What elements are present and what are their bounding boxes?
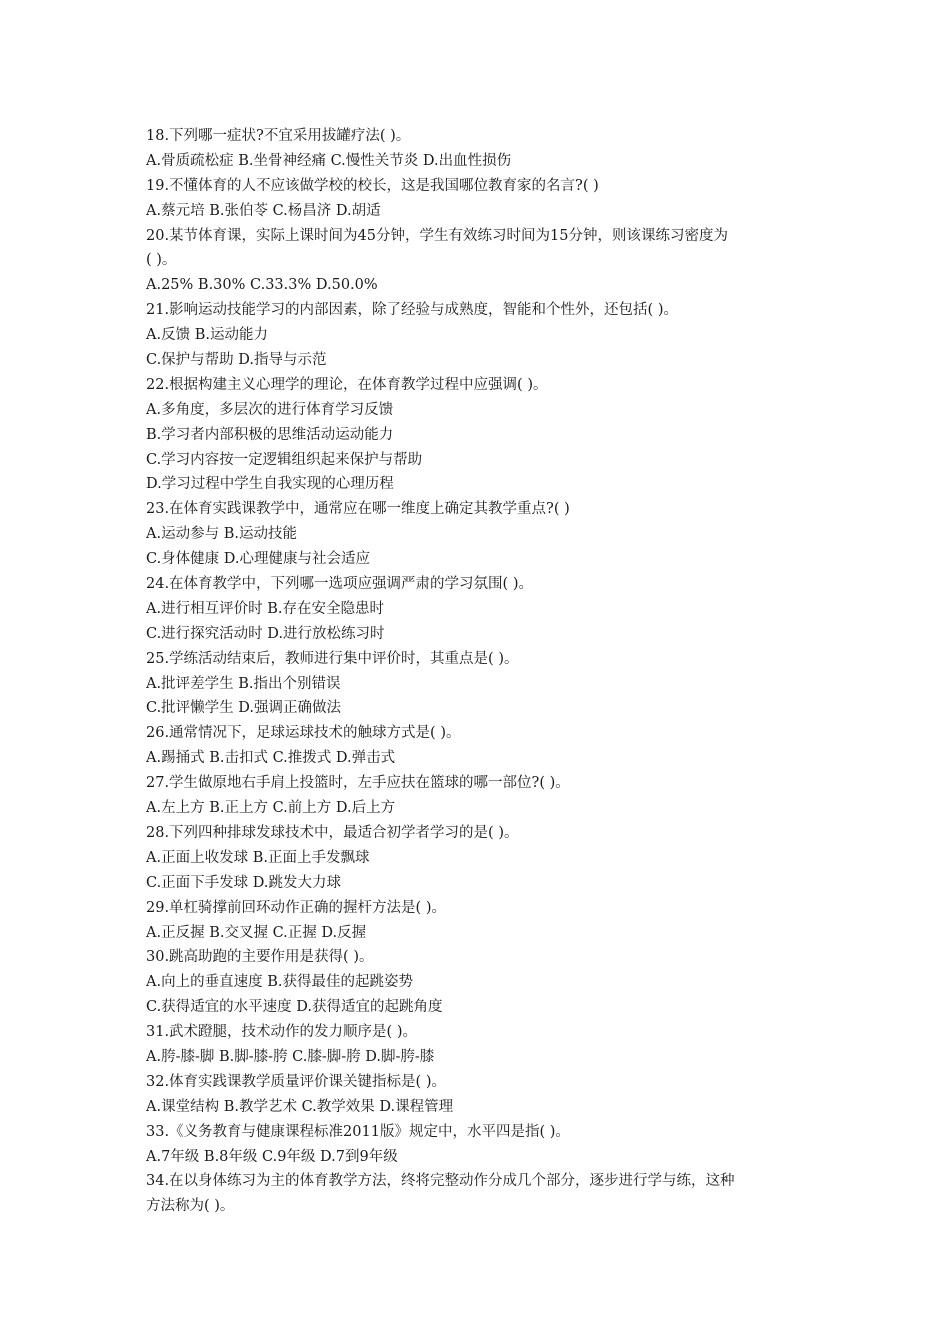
question-30: 30.跳高助跑的主要作用是获得( )。 xyxy=(146,949,374,966)
options-20: A.25% B.30% C.33.3% D.50.0% xyxy=(146,277,378,294)
question-22: 22.根据构建主义心理学的理论，在体育教学过程中应强调( )。 xyxy=(146,376,548,393)
options-29: A.正反握 B.交叉握 C.正握 D.反握 xyxy=(146,924,367,941)
options-33: A.7年级 B.8年级 C.9年级 D.7到9年级 xyxy=(146,1148,398,1165)
options-25-ab: A.批评差学生 B.指出个别错误 xyxy=(146,675,341,692)
option-22-c: C.学习内容按一定逻辑组织起来保护与帮助 xyxy=(146,451,423,468)
options-24-cd: C.进行探究活动时 D.进行放松练习时 xyxy=(146,625,385,642)
options-31: A.胯-膝-脚 B.脚-膝-胯 C.膝-脚-胯 D.脚-胯-膝 xyxy=(146,1048,435,1065)
question-20: 20.某节体育课，实际上课时间为45分钟，学生有效练习时间为15分钟，则该课练习密度为 xyxy=(146,227,728,244)
options-18: A.骨质疏松症 B.坐骨神经痛 C.慢性关节炎 D.出血性损伤 xyxy=(146,152,512,169)
options-21-cd: C.保护与帮助 D.指导与示范 xyxy=(146,352,327,369)
question-18: 18.下列哪一症状?不宜采用拔罐疗法( )。 xyxy=(146,128,411,144)
question-33: 33.《义务教育与健康课程标准2011版》规定中，水平四是指( )。 xyxy=(146,1123,570,1140)
options-19: A.蔡元培 B.张伯苓 C.杨昌济 D.胡适 xyxy=(146,202,381,219)
question-20-continued: ( )。 xyxy=(146,252,177,269)
options-23-ab: A.运动参与 B.运动技能 xyxy=(146,526,297,543)
question-32: 32.体育实践课教学质量评价课关键指标是( )。 xyxy=(146,1073,446,1090)
question-24: 24.在体育教学中，下列哪一选项应强调严肃的学习氛围( )。 xyxy=(146,576,533,593)
option-22-b: B.学习者内部积极的思维活动运动能力 xyxy=(146,426,394,443)
question-34-continued: 方法称为( )。 xyxy=(146,1198,235,1215)
option-22-a: A.多角度，多层次的进行体育学习反馈 xyxy=(146,401,394,418)
options-27: A.左上方 B.正上方 C.前上方 D.后上方 xyxy=(146,800,396,817)
option-22-d: D.学习过程中学生自我实现的心理历程 xyxy=(146,476,394,493)
options-30-ab: A.向上的垂直速度 B.获得最佳的起跳姿势 xyxy=(146,974,413,991)
question-26: 26.通常情况下，足球运球技术的触球方式是( )。 xyxy=(146,725,461,742)
options-28-ab: A.正面上收发球 B.正面上手发飘球 xyxy=(146,849,370,866)
question-19: 19.不懂体育的人不应该做学校的校长，这是我国哪位教育家的名言?( ) xyxy=(146,177,599,194)
options-26: A.踢捅式 B.击扣式 C.推拨式 D.弹击式 xyxy=(146,750,396,767)
question-31: 31.武术蹬腿，技术动作的发力顺序是( )。 xyxy=(146,1024,417,1041)
options-24-ab: A.进行相互评价时 B.存在安全隐患时 xyxy=(146,600,384,617)
options-21-ab: A.反馈 B.运动能力 xyxy=(146,327,268,344)
question-29: 29.单杠骑撑前回环动作正确的握杆方法是( )。 xyxy=(146,899,446,916)
question-21: 21.影响运动技能学习的内部因素，除了经验与成熟度，智能和个性外，还包括( )。 xyxy=(146,302,678,319)
question-23: 23.在体育实践课教学中，通常应在哪一维度上确定其教学重点?( ) xyxy=(146,501,570,518)
question-28: 28.下列四种排球发球技术中，最适合初学者学习的是( )。 xyxy=(146,824,519,841)
options-28-cd: C.正面下手发球 D.跳发大力球 xyxy=(146,874,342,891)
question-34: 34.在以身体练习为主的体育教学方法，终将完整动作分成几个部分，逐步进行学与练，这种 xyxy=(146,1173,735,1190)
options-23-cd: C.身体健康 D.心理健康与社会适应 xyxy=(146,551,371,568)
document-body xyxy=(146,124,812,1219)
options-32: A.课堂结构 B.教学艺术 C.教学效果 D.课程管理 xyxy=(146,1098,454,1115)
options-25-cd: C.批评懒学生 D.强调正确做法 xyxy=(146,700,342,717)
question-27: 27.学生做原地右手肩上投篮时，左手应扶在篮球的哪一部位?( )。 xyxy=(146,775,570,792)
options-30-cd: C.获得适宜的水平速度 D.获得适宜的起跳角度 xyxy=(146,999,443,1016)
question-25: 25.学练活动结束后，教师进行集中评价时，其重点是( )。 xyxy=(146,650,519,667)
